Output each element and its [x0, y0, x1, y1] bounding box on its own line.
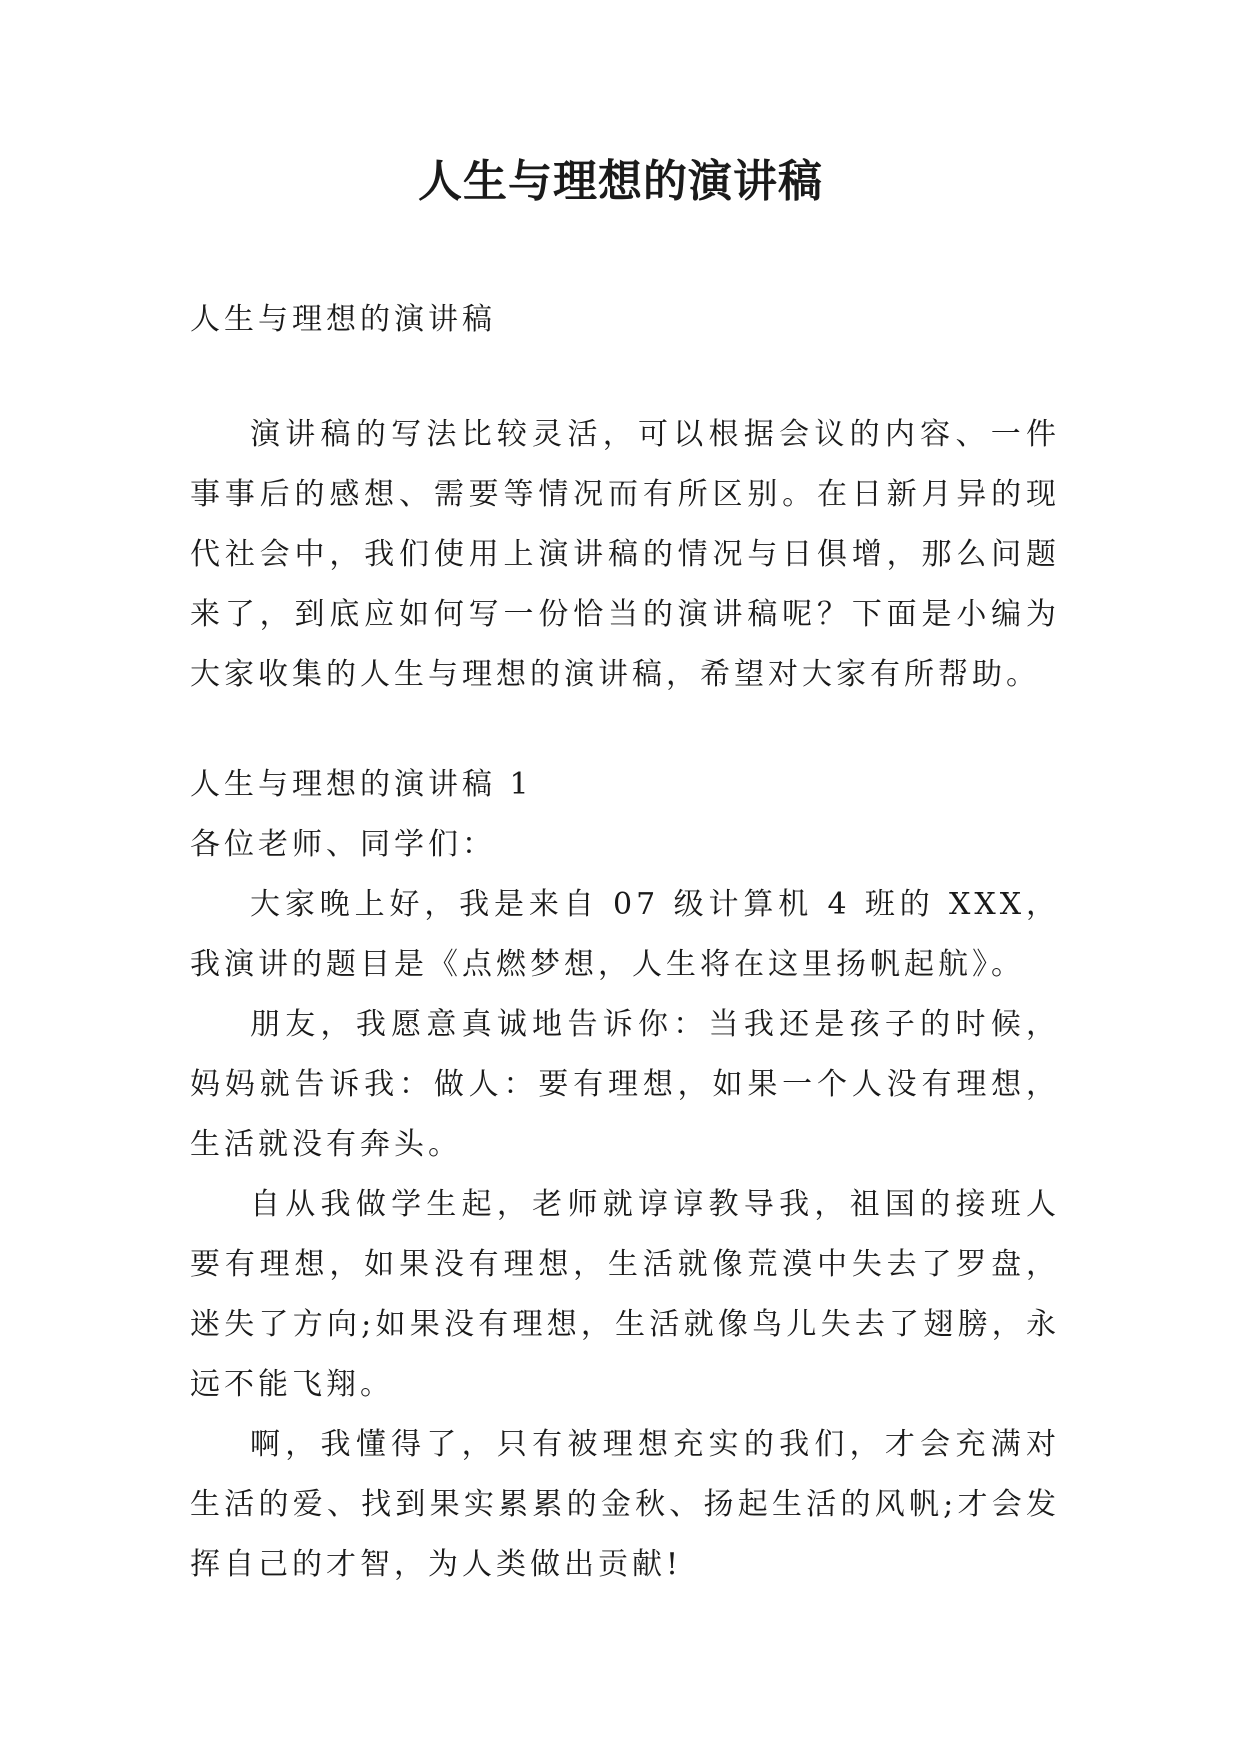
document-body: [190, 290, 1060, 1595]
greeting: 各位老师、同学们：: [190, 827, 496, 862]
document-subtitle: 人生与理想的演讲稿: [190, 302, 496, 337]
document-title: 人生与理想的演讲稿: [418, 156, 823, 207]
body-paragraph: 啊，我懂得了，只有被理想充实的我们，才会充满对生活的爱、找到果实累累的金秋、扬起生活的风帆;才会发挥自己的才智，为人类做出贡献!: [190, 1427, 1060, 1582]
body-paragraph: 大家晚上好，我是来自 07 级计算机 4 班的 XXX，我演讲的题目是《点燃梦想，人生将在这里扬帆起航》。: [190, 887, 1060, 982]
section-heading: 人生与理想的演讲稿 1: [190, 767, 533, 802]
intro-paragraph: 演讲稿的写法比较灵活，可以根据会议的内容、一件事事后的感想、需要等情况而有所区别。在日新月异的现代社会中，我们使用上演讲稿的情况与日俱增，那么问题来了，到底应如何写一份恰当的演讲稿呢？下面是小编为大家收集的人生与理想的演讲稿，希望对大家有所帮助。: [190, 417, 1060, 692]
body-paragraph: 朋友，我愿意真诚地告诉你：当我还是孩子的时候，妈妈就告诉我：做人：要有理想，如果一个人没有理想，生活就没有奔头。: [190, 1007, 1060, 1162]
body-paragraph: 自从我做学生起，老师就谆谆教导我，祖国的接班人要有理想，如果没有理想，生活就像荒漠中失去了罗盘，迷失了方向;如果没有理想，生活就像鸟儿失去了翅膀，永远不能飞翔。: [190, 1187, 1060, 1402]
